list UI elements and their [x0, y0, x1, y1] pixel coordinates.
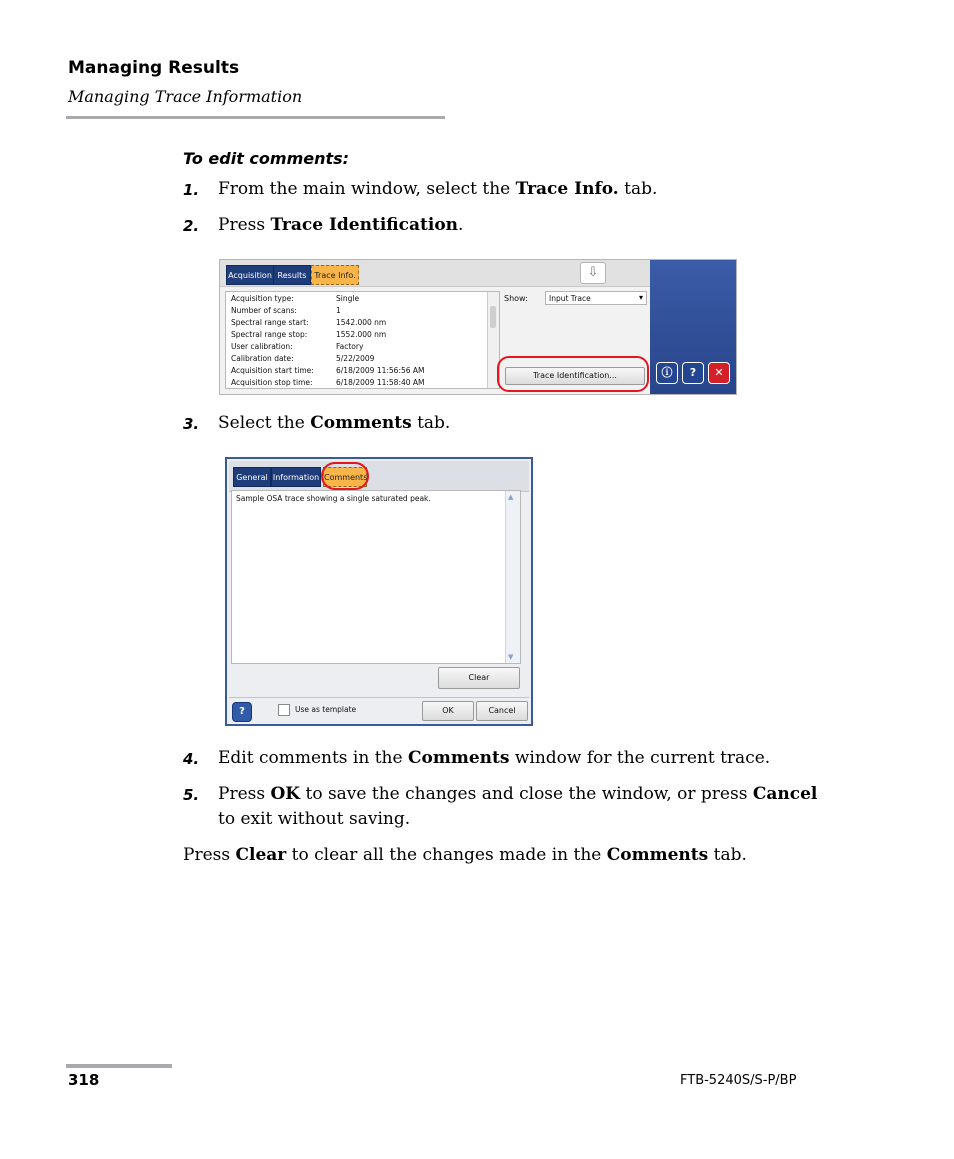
step-number: 5. [183, 786, 200, 804]
highlight-ring [497, 356, 649, 392]
field-value: 6/18/2009 11:56:56 AM [336, 366, 425, 375]
field-value: 5/22/2009 [336, 354, 375, 363]
tab-comments[interactable]: Comments [323, 467, 367, 487]
comment-text: Sample OSA trace showing a single saturated peak. [236, 494, 431, 503]
field-label: Acquisition stop time: [231, 378, 313, 387]
highlight-ring [321, 462, 369, 490]
field-value: 1542.000 nm [336, 318, 387, 327]
field-label: Spectral range start: [231, 318, 309, 327]
note-text: Press Clear to clear all the changes made in the Comments tab. [183, 845, 747, 865]
page-number: 318 [68, 1071, 100, 1089]
step-text: Edit comments in the Comments window for the current trace. [218, 748, 771, 768]
comments-textarea[interactable] [231, 490, 521, 664]
use-as-template-label: Use as template [295, 705, 357, 714]
field-value: Factory [336, 342, 364, 351]
show-label: Show: [504, 294, 528, 303]
scrollbar[interactable] [505, 491, 520, 663]
trace-info-screenshot [219, 259, 737, 395]
field-label: Calibration date: [231, 354, 294, 363]
section-title: Managing Results [68, 58, 240, 78]
cancel-button[interactable]: Cancel [476, 701, 528, 721]
step-number: 4. [183, 750, 200, 768]
field-value: 1 [336, 306, 341, 315]
comments-dialog-screenshot [225, 457, 533, 726]
field-label: Acquisition type: [231, 294, 294, 303]
tab-general[interactable]: General [233, 467, 271, 487]
divider [229, 697, 529, 698]
step-text: Press OK to save the changes and close the window, or press Cancel to exit without saving. [218, 784, 818, 829]
side-panel [650, 260, 737, 395]
step-text: Press Trace Identification. [218, 215, 464, 235]
tab-results[interactable]: Results [273, 265, 311, 285]
info-icon[interactable]: ⓘ [656, 362, 678, 384]
field-label: User calibration: [231, 342, 293, 351]
procedure-title: To edit comments: [183, 149, 350, 168]
field-label: Number of scans: [231, 306, 297, 315]
tab-trace-info[interactable]: Trace Info. [311, 265, 359, 285]
close-icon[interactable]: ✕ [708, 362, 730, 384]
use-as-template-checkbox[interactable] [278, 704, 290, 716]
help-icon[interactable]: ? [232, 702, 252, 722]
clear-button[interactable]: Clear [438, 667, 520, 689]
step-number: 1. [183, 181, 200, 199]
field-value: 6/18/2009 11:58:40 AM [336, 378, 425, 387]
field-label: Acquisition start time: [231, 366, 314, 375]
tab-information[interactable]: Information [271, 467, 321, 487]
step-text: From the main window, select the Trace Info. tab. [218, 179, 658, 199]
section-subtitle: Managing Trace Information [68, 87, 303, 106]
tab-bar [229, 461, 529, 492]
footer-rule [66, 1064, 172, 1068]
step-number: 2. [183, 217, 200, 235]
field-value: 1552.000 nm [336, 330, 387, 339]
show-select-value: Input Trace [549, 294, 591, 303]
header-rule [66, 116, 445, 119]
step-text: Select the Comments tab. [218, 413, 451, 433]
tab-acquisition[interactable]: Acquisition [226, 265, 274, 285]
arrow-down-icon[interactable]: ⇩ [580, 262, 606, 284]
help-icon[interactable]: ? [682, 362, 704, 384]
ok-button[interactable]: OK [422, 701, 474, 721]
show-select[interactable] [545, 291, 647, 305]
product-model: FTB-5240S/S-P/BP [680, 1073, 797, 1088]
chevron-down-icon: ▾ [638, 293, 643, 302]
field-label: Spectral range stop: [231, 330, 308, 339]
field-value: Single [336, 294, 360, 303]
trace-identification-button[interactable]: Trace Identification... [505, 367, 645, 385]
chevron-down-icon[interactable]: ▼ [508, 653, 514, 661]
step-number: 3. [183, 415, 200, 433]
chevron-up-icon[interactable]: ▲ [508, 493, 514, 501]
scrollbar-thumb[interactable] [490, 306, 496, 328]
trace-info-list [225, 291, 500, 389]
